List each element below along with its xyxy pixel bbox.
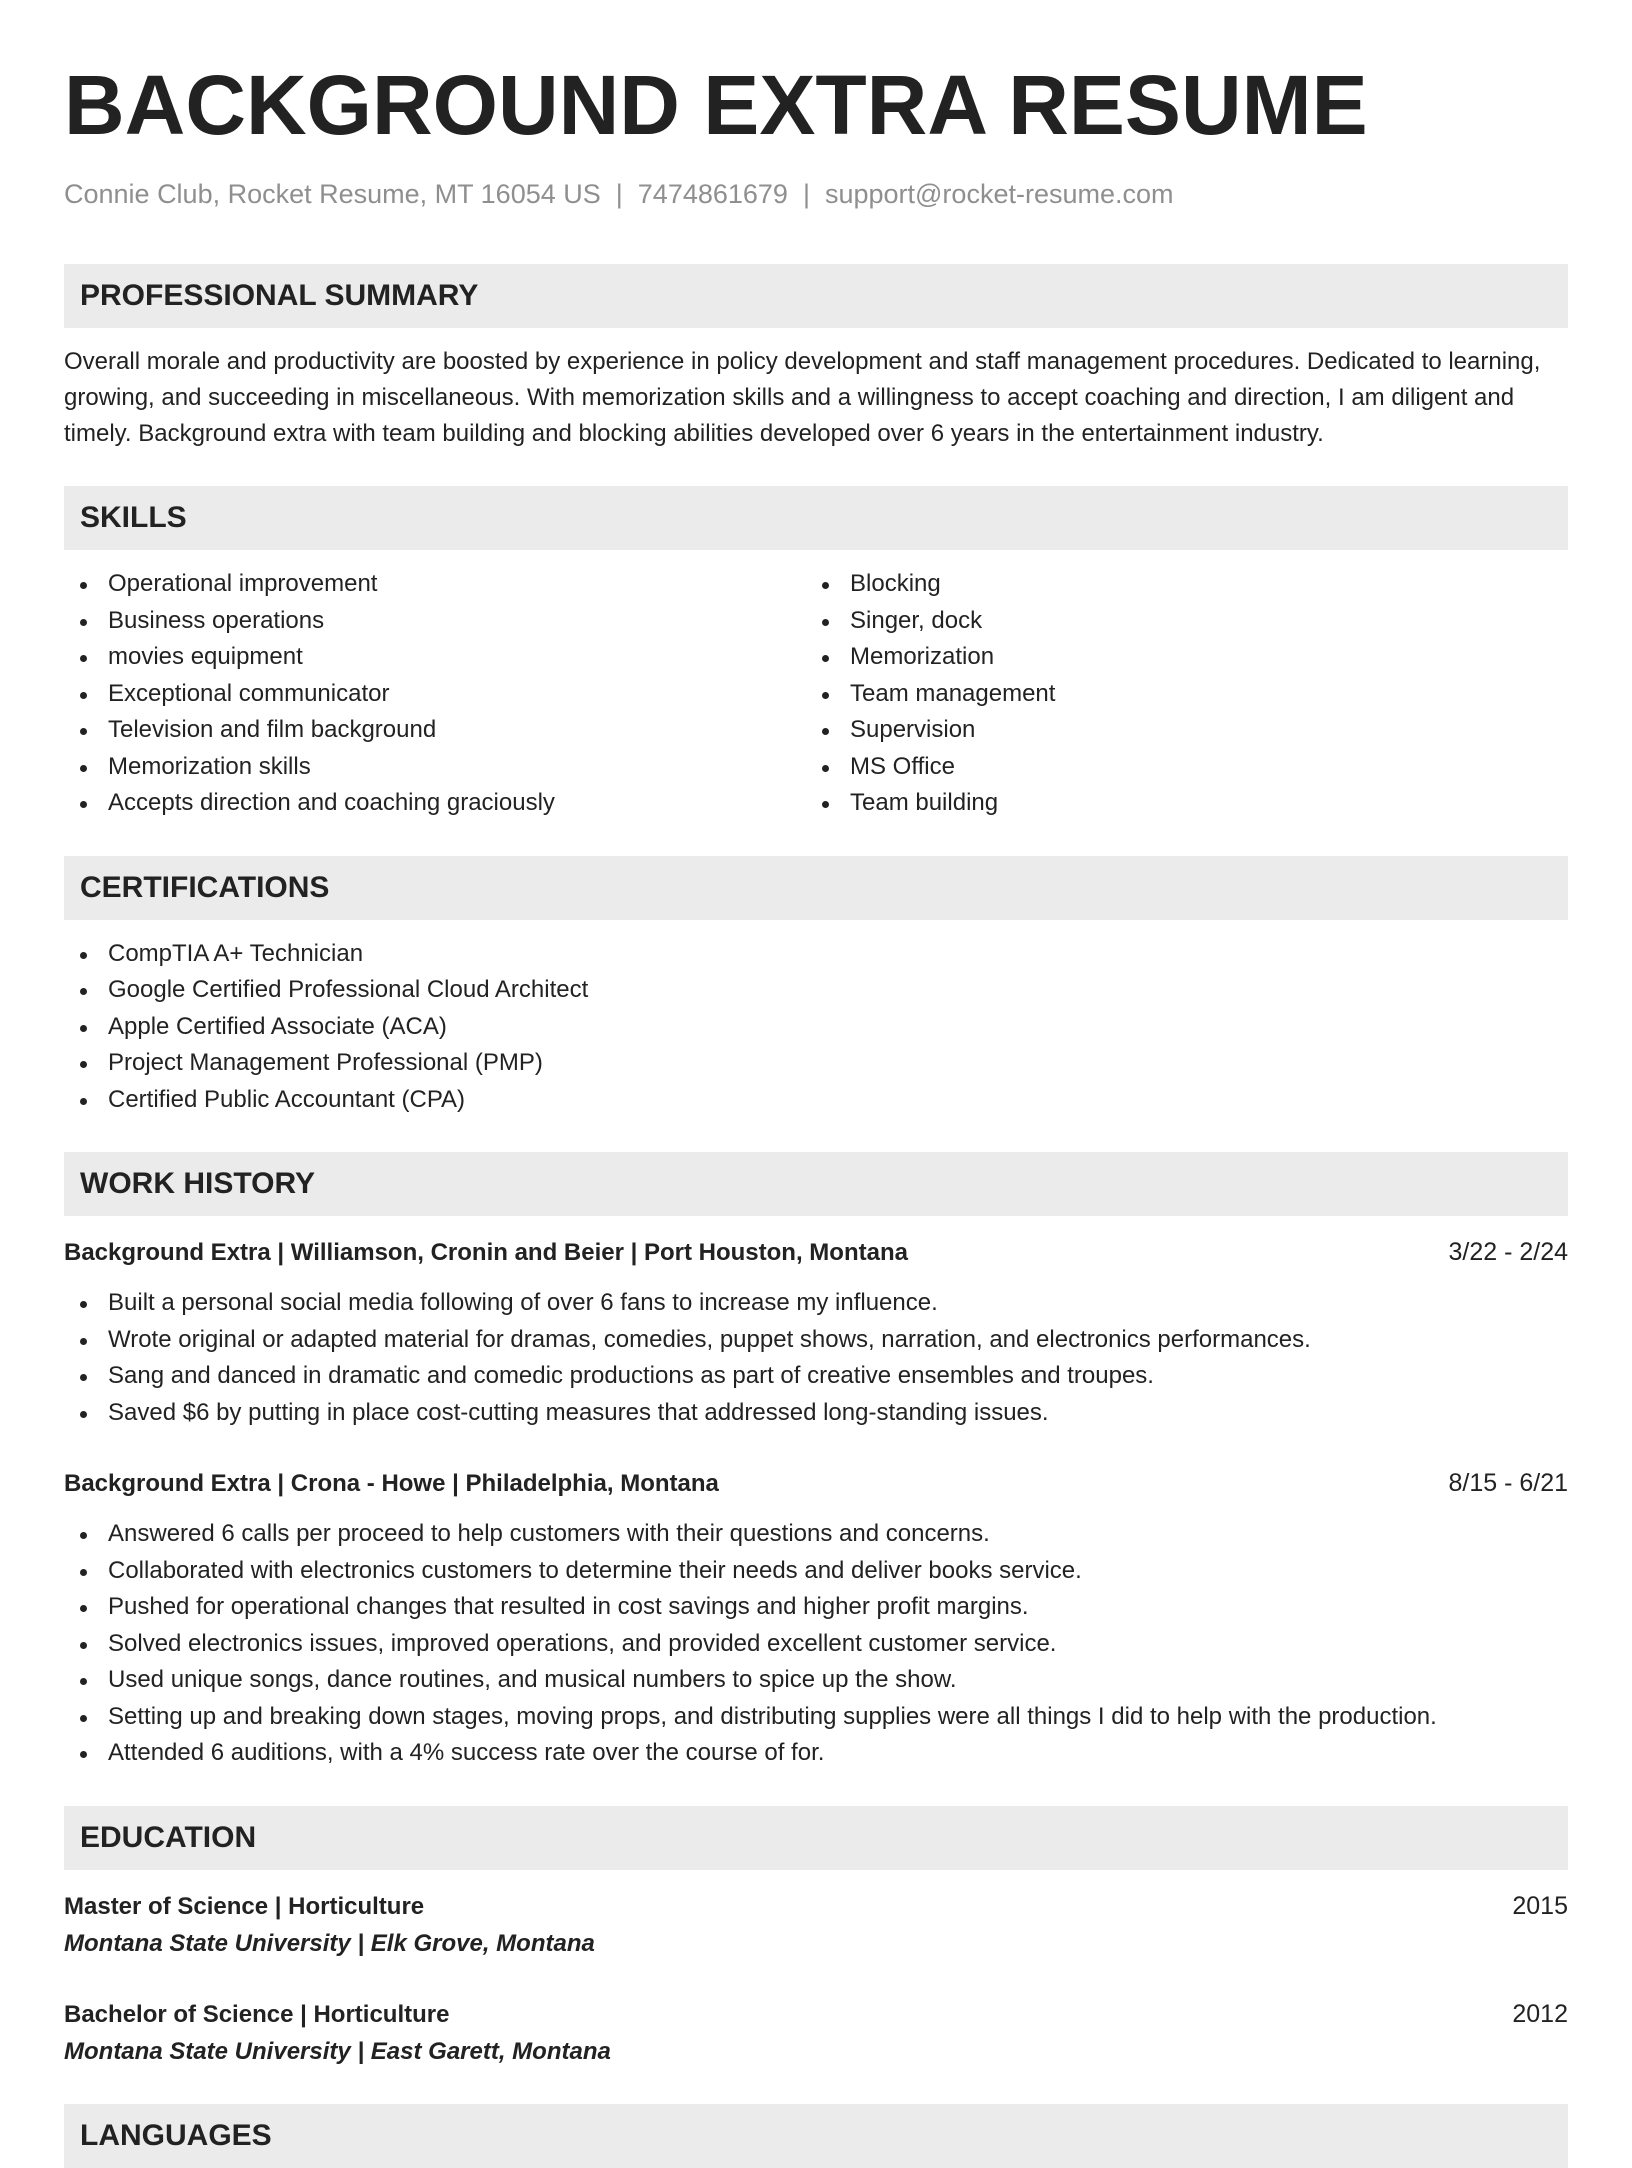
certification-item: Apple Certified Associate (ACA) xyxy=(64,1009,1568,1046)
education-degree: Master of Science | Horticulture xyxy=(64,1892,425,1920)
certification-item: Google Certified Professional Cloud Architect xyxy=(64,972,1568,1009)
job-entry xyxy=(64,1465,1568,1772)
job-bullets xyxy=(64,1285,1568,1431)
education-degree: Bachelor of Science | Horticulture xyxy=(64,2000,450,2028)
skills-left-list xyxy=(64,566,806,822)
skills-right-list xyxy=(806,566,1548,822)
skill-item: Supervision xyxy=(806,712,1548,749)
skill-item: Team management xyxy=(806,676,1548,713)
education-year: 2012 xyxy=(1512,1999,1568,2028)
skill-item: Accepts direction and coaching graciously xyxy=(64,785,806,822)
certification-item: Project Management Professional (PMP) xyxy=(64,1045,1568,1082)
job-bullet: Collaborated with electronics customers to determine their needs and deliver books service. xyxy=(64,1553,1568,1590)
contact-line xyxy=(64,176,1568,212)
certifications-section xyxy=(64,856,1568,1119)
education-school: Montana State University | East Garett, Montana xyxy=(64,2037,611,2065)
education-heading: EDUCATION xyxy=(64,1806,1568,1870)
education-header xyxy=(64,1996,1568,2033)
job-bullet: Setting up and breaking down stages, moving props, and distributing supplies were all things I did to help with the production. xyxy=(64,1699,1568,1736)
job-bullet: Pushed for operational changes that resulted in cost savings and higher profit margins. xyxy=(64,1589,1568,1626)
skills-section xyxy=(64,486,1568,822)
job-header xyxy=(64,1465,1568,1502)
job-header xyxy=(64,1234,1568,1271)
skill-item: Blocking xyxy=(806,566,1548,603)
education-year: 2015 xyxy=(1512,1891,1568,1920)
contact-separator: | xyxy=(615,179,623,209)
education-school: Montana State University | Elk Grove, Montana xyxy=(64,1929,595,1957)
education-section xyxy=(64,1806,1568,2070)
job-dates: 8/15 - 6/21 xyxy=(1448,1469,1568,1497)
resume-title: BACKGROUND EXTRA RESUME xyxy=(64,58,1368,152)
job-bullet: Wrote original or adapted material for dramas, comedies, puppet shows, narration, and electronics performances. xyxy=(64,1322,1568,1359)
job-bullet: Solved electronics issues, improved operations, and provided excellent customer service. xyxy=(64,1626,1568,1663)
job-bullet: Used unique songs, dance routines, and musical numbers to spice up the show. xyxy=(64,1662,1568,1699)
summary-text: Overall morale and productivity are boosted by experience in policy development and staff management procedures. Dedicated to learning, growing, and succeeding in miscellaneous. With memorization skills and a willingness to accept coaching and direction, I am diligent and timely. Background extra with team building and blocking abilities developed over 6 years in the entertainment industry. xyxy=(64,348,1541,447)
job-bullet: Built a personal social media following of over 6 fans to increase my influence. xyxy=(64,1285,1568,1322)
education-entry xyxy=(64,1996,1568,2070)
skill-item: Memorization skills xyxy=(64,749,806,786)
skill-item: Exceptional communicator xyxy=(64,676,806,713)
skill-item: Memorization xyxy=(806,639,1548,676)
summary-section xyxy=(64,264,1568,452)
work-history-section xyxy=(64,1152,1568,1772)
contact-email: support@rocket-resume.com xyxy=(824,179,1174,209)
contact-address: Connie Club, Rocket Resume, MT 16054 US xyxy=(64,179,601,209)
job-title: Background Extra | Crona - Howe | Philadelphia, Montana xyxy=(64,1470,719,1497)
education-header xyxy=(64,1888,1568,1925)
skill-item: Television and film background xyxy=(64,712,806,749)
job-bullet: Answered 6 calls per proceed to help customers with their questions and concerns. xyxy=(64,1516,1568,1553)
education-entry xyxy=(64,1888,1568,1962)
contact-separator: | xyxy=(802,179,810,209)
job-entry xyxy=(64,1234,1568,1431)
certification-item: CompTIA A+ Technician xyxy=(64,936,1568,973)
languages-section xyxy=(64,2104,1568,2168)
summary-heading: PROFESSIONAL SUMMARY xyxy=(64,264,1568,328)
languages-heading: LANGUAGES xyxy=(64,2104,1568,2168)
job-title: Background Extra | Williamson, Cronin and Beier | Port Houston, Montana xyxy=(64,1239,908,1266)
certifications-list xyxy=(64,936,1568,1119)
job-bullet: Saved $6 by putting in place cost-cutting measures that addressed long-standing issues. xyxy=(64,1395,1568,1432)
certifications-heading: CERTIFICATIONS xyxy=(64,856,1568,920)
contact-phone: 7474861679 xyxy=(637,179,788,209)
skills-heading: SKILLS xyxy=(64,486,1568,550)
job-bullet: Attended 6 auditions, with a 4% success rate over the course of for. xyxy=(64,1735,1568,1772)
certification-item: Certified Public Accountant (CPA) xyxy=(64,1082,1568,1119)
skill-item: Singer, dock xyxy=(806,603,1548,640)
skill-item: movies equipment xyxy=(64,639,806,676)
job-bullet: Sang and danced in dramatic and comedic productions as part of creative ensembles and troupes. xyxy=(64,1358,1568,1395)
job-dates: 3/22 - 2/24 xyxy=(1448,1238,1568,1266)
skill-item: MS Office xyxy=(806,749,1548,786)
skill-item: Team building xyxy=(806,785,1548,822)
job-bullets xyxy=(64,1516,1568,1772)
resume-page xyxy=(64,56,1568,2168)
skills-columns xyxy=(64,550,1568,822)
skill-item: Business operations xyxy=(64,603,806,640)
skill-item: Operational improvement xyxy=(64,566,806,603)
work-history-heading: WORK HISTORY xyxy=(64,1152,1568,1216)
